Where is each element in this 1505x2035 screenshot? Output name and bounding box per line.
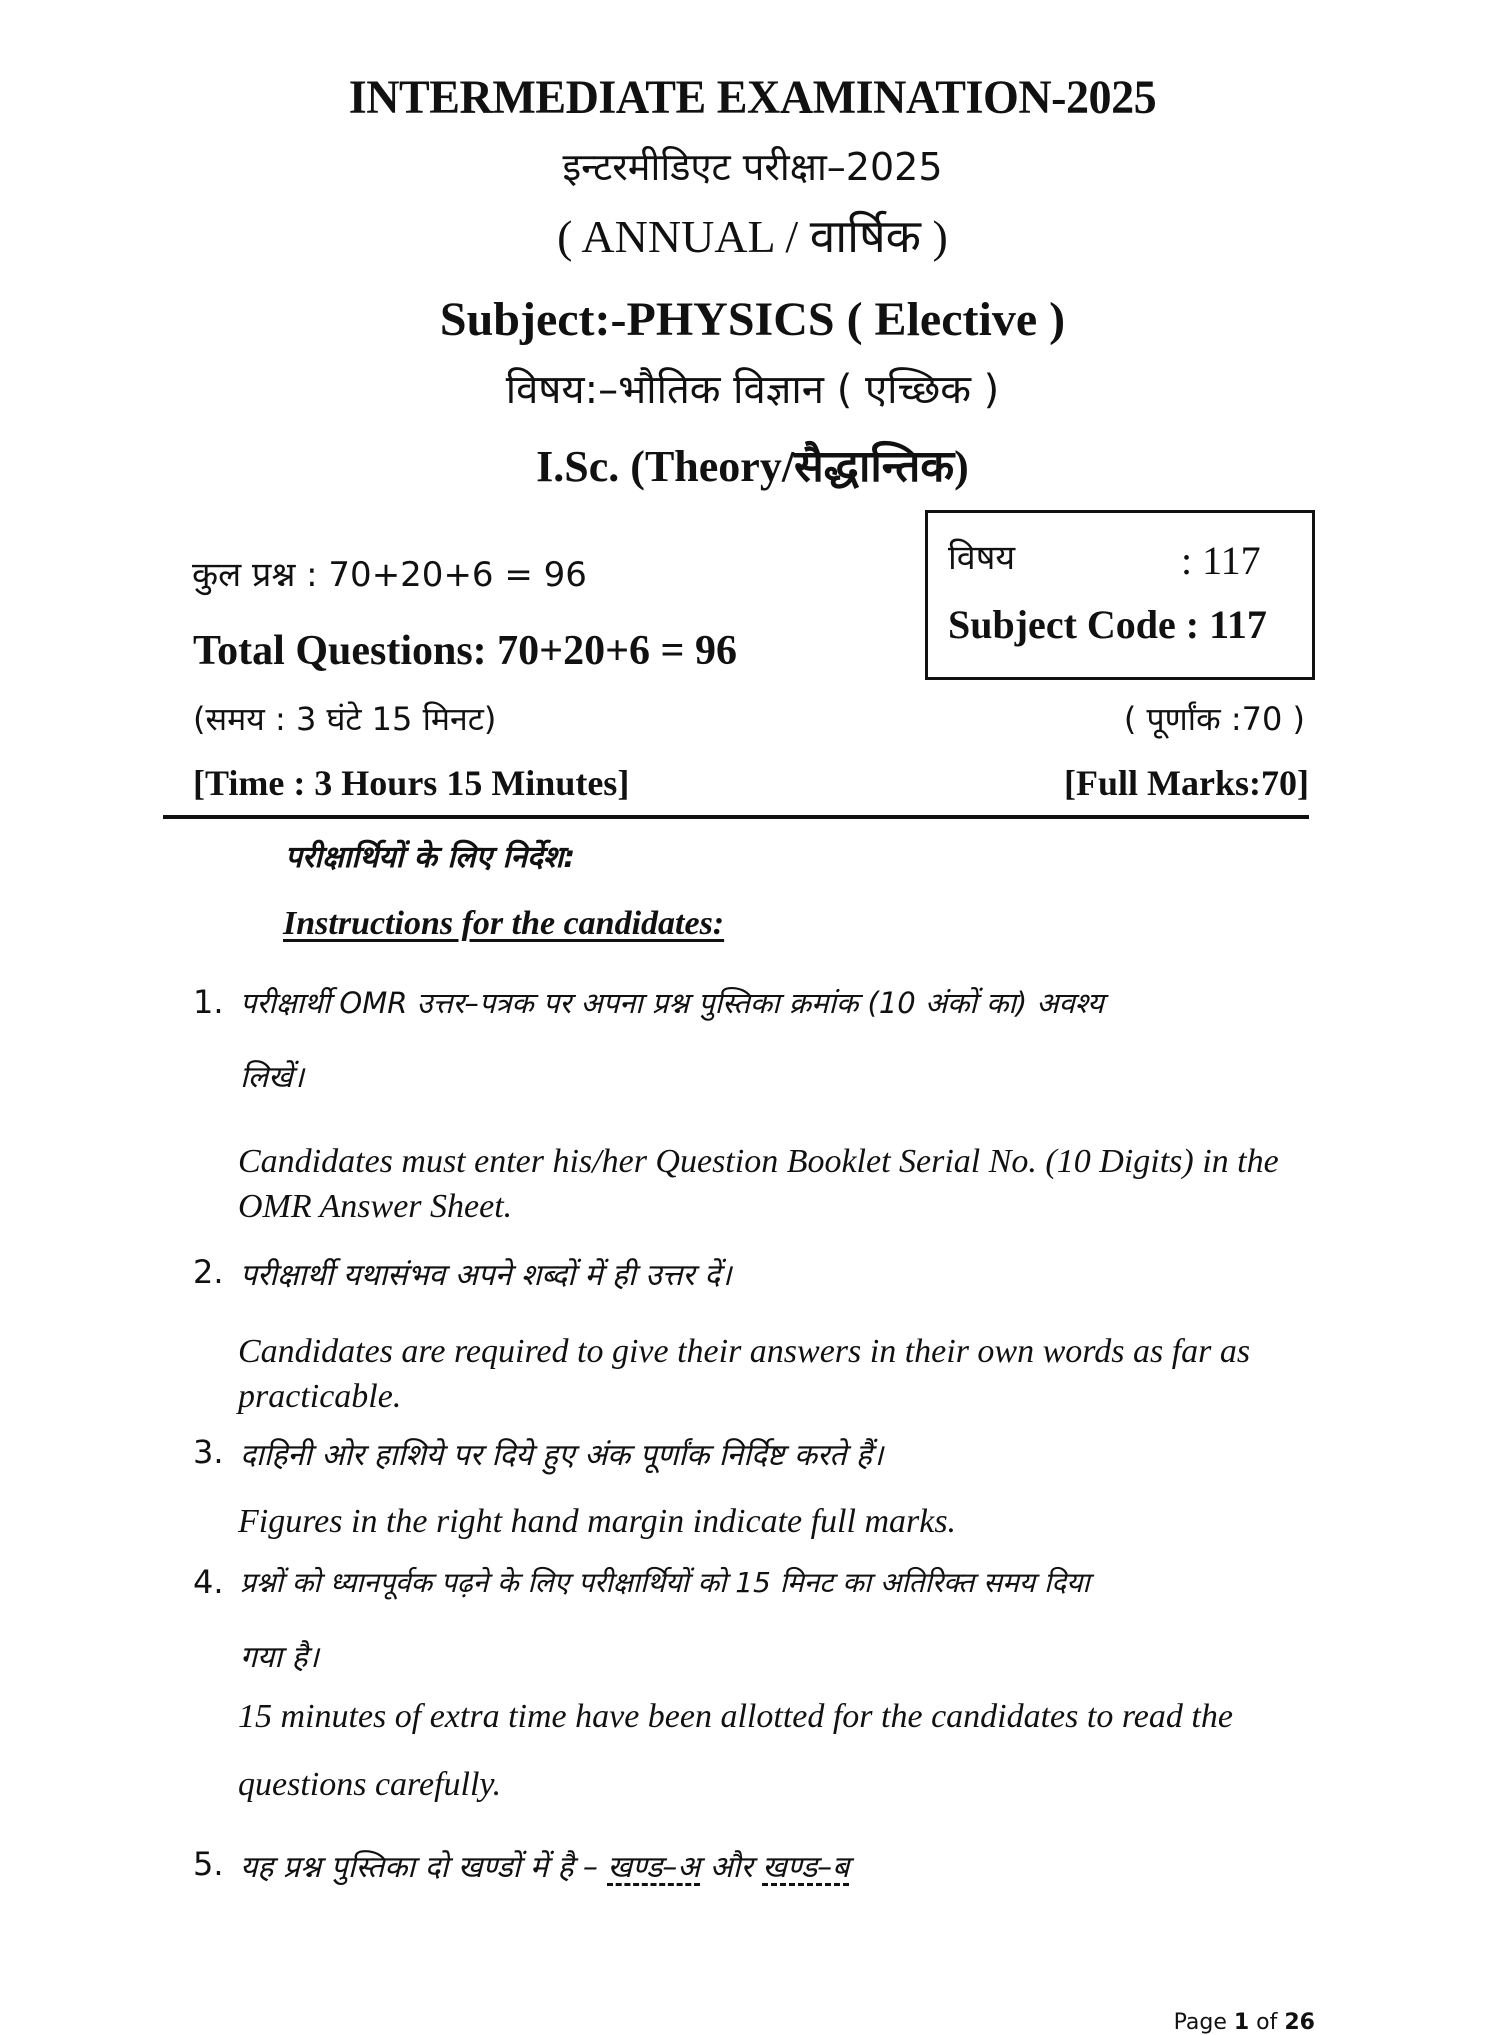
item-5-joiner: और bbox=[700, 1850, 763, 1885]
item-1-hi-line1: परीक्षार्थी OMR उत्तर–पत्रक पर अपना प्रश्न पुस्तिका क्रमांक (10 अंकों का) अवश्य bbox=[240, 986, 1104, 1020]
exam-type: ( ANNUAL / वार्षिक ) bbox=[557, 211, 948, 262]
item-number: 5. bbox=[193, 1845, 224, 1883]
exam-title-hi: इन्टरमीडिएट परीक्षा–2025 bbox=[562, 145, 943, 189]
section-b-label: खण्ड–ब bbox=[762, 1850, 850, 1885]
subject-code-label-en: Subject Code : 117 bbox=[948, 602, 1267, 647]
section-a-label: खण्ड–अ bbox=[607, 1850, 701, 1885]
item-1-hi-line2: लिखें। bbox=[240, 1060, 305, 1095]
subject-code-value-hi: : 117 bbox=[1181, 538, 1261, 583]
item-5-line bbox=[240, 1845, 849, 1886]
item-1-en-line1: Candidates must enter his/her Question Booklet Serial No. (10 Digits) in the bbox=[238, 1143, 1279, 1180]
page-total: 26 bbox=[1284, 2010, 1315, 2035]
item-4-en-line2: questions carefully. bbox=[238, 1766, 502, 1803]
item-3-en-line1: Figures in the right hand margin indicate full marks. bbox=[238, 1503, 957, 1540]
total-questions-en: Total Questions: 70+20+6 = 96 bbox=[193, 628, 737, 674]
item-number: 4. bbox=[193, 1563, 224, 1601]
item-4-hi-line1: प्रश्नों को ध्यानपूर्वक पढ़ने के लिए परीक्षार्थियों को 15 मिनट का अतिरिक्त समय दिया bbox=[240, 1566, 1090, 1599]
item-2-en-line1: Candidates are required to give their answers in their own words as far as bbox=[238, 1333, 1251, 1370]
subject-code-box bbox=[925, 510, 1315, 680]
item-2-en-line2: practicable. bbox=[238, 1378, 402, 1415]
course-label: I.Sc. (Theory/सैद्धान्तिक) bbox=[536, 442, 969, 491]
full-marks-en: [Full Marks:70] bbox=[1064, 763, 1309, 803]
time-hi: (समय : 3 घंटे 15 मिनट) bbox=[193, 700, 497, 738]
exam-title-en: INTERMEDIATE EXAMINATION-2025 bbox=[348, 71, 1157, 124]
subject-code-label-hi: विषय bbox=[948, 538, 1016, 578]
subject-en: Subject:-PHYSICS ( Elective ) bbox=[439, 293, 1066, 346]
page-of: of bbox=[1249, 2010, 1285, 2035]
item-4-en-line1: 15 minutes of extra time have been allotted for the candidates to read the bbox=[238, 1698, 1233, 1735]
item-3-hi-line1: दाहिनी ओर हाशिये पर दिये हुए अंक पूर्णांक निर्दिष्ट करते हैं। bbox=[240, 1438, 884, 1473]
total-questions-hi: कुल प्रश्न : 70+20+6 = 96 bbox=[192, 555, 587, 595]
item-number: 2. bbox=[193, 1253, 224, 1291]
header-divider bbox=[163, 815, 1309, 819]
page-number bbox=[1174, 2010, 1315, 2035]
instructions-heading-en: Instructions for the candidates: bbox=[283, 905, 725, 942]
item-number: 1. bbox=[193, 983, 224, 1021]
item-1-en-line2: OMR Answer Sheet. bbox=[238, 1188, 513, 1225]
page-prefix: Page bbox=[1173, 2010, 1234, 2035]
item-number: 3. bbox=[193, 1433, 224, 1471]
page-current: 1 bbox=[1233, 2010, 1250, 2035]
item-5-prefix: यह प्रश्न पुस्तिका दो खण्डों में है – bbox=[240, 1850, 608, 1885]
time-en: [Time : 3 Hours 15 Minutes] bbox=[193, 763, 630, 803]
full-marks-hi: ( पूर्णांक :70 ) bbox=[1123, 700, 1305, 738]
instructions-heading-hi: परीक्षार्थियों के लिए निर्देश: bbox=[285, 840, 576, 875]
subject-hi: विषय:–भौतिक विज्ञान ( एच्छिक ) bbox=[505, 367, 1000, 413]
item-4-hi-line2: गया है। bbox=[240, 1640, 319, 1675]
item-2-hi-line1: परीक्षार्थी यथासंभव अपने शब्दों में ही उत्तर दें। bbox=[240, 1258, 732, 1293]
